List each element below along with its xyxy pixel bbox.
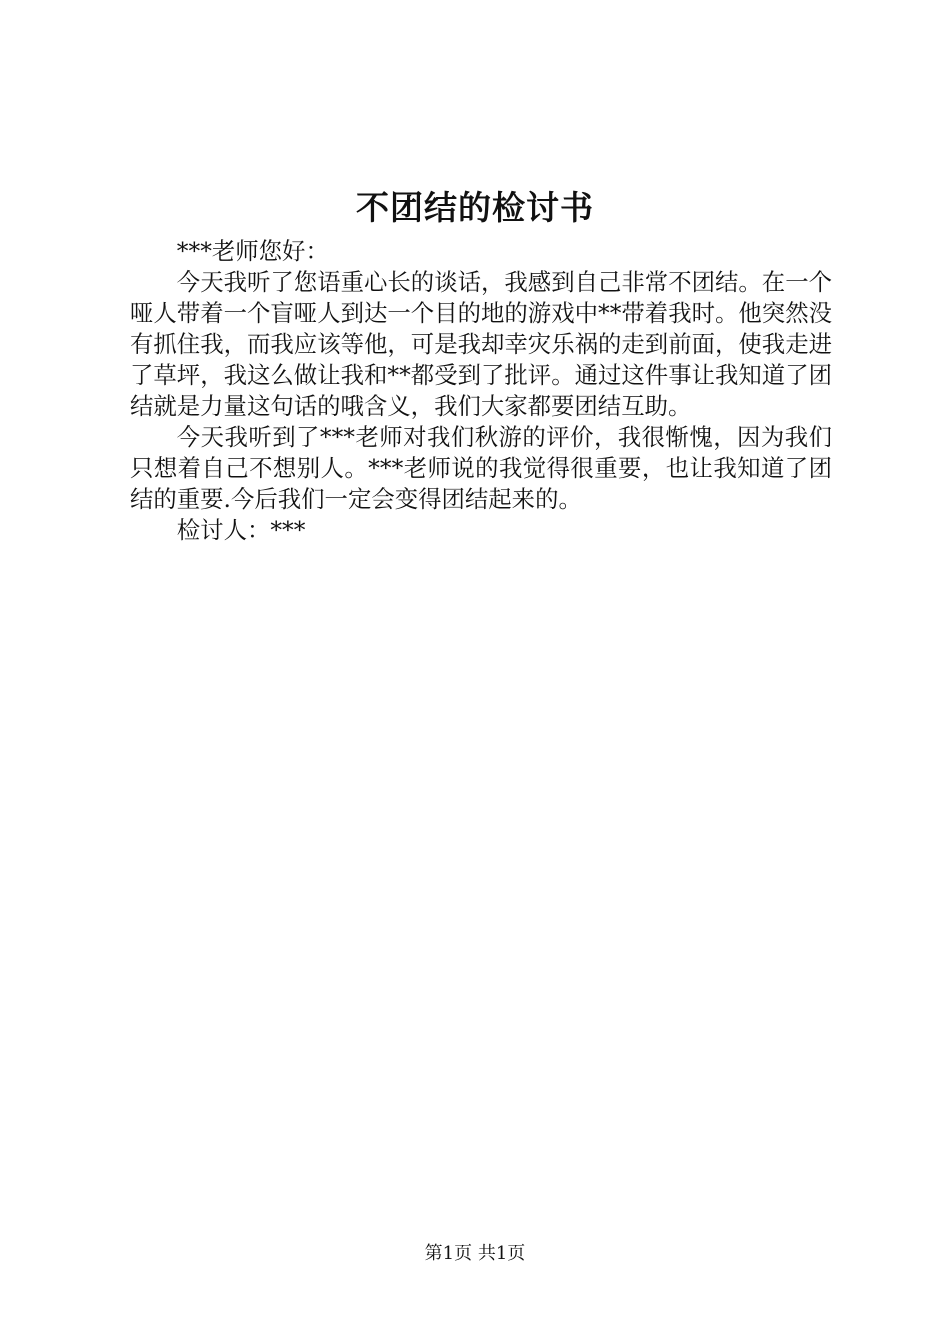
signature: 检讨人：*** (176, 516, 306, 544)
body-paragraph: 今天我听到了***老师对我们秋游的评价，我很惭愧，因为我们只想着自己不想别人。***老师说的我觉得很重要，也让我知道了团结的重要.今后我们一定会变得团结起来的。 (130, 423, 832, 513)
document-title: 不团结的检讨书 (356, 188, 594, 227)
document-body (130, 236, 832, 546)
body-paragraph: 今天我听了您语重心长的谈话，我感到自己非常不团结。在一个哑人带着一个盲哑人到达一个目的地的游戏中**带着我时。他突然没有抓住我，而我应该等他，可是我却幸灾乐祸的走到前面，使我走进了草坪，我这么做让我和**都受到了批评。通过这件事让我知道了团结就是力量这句话的哦含义，我们大家都要团结互助。 (130, 268, 832, 420)
salutation: ***老师您好： (176, 237, 329, 265)
page-footer: 第1页 共1页 (424, 1243, 526, 1264)
